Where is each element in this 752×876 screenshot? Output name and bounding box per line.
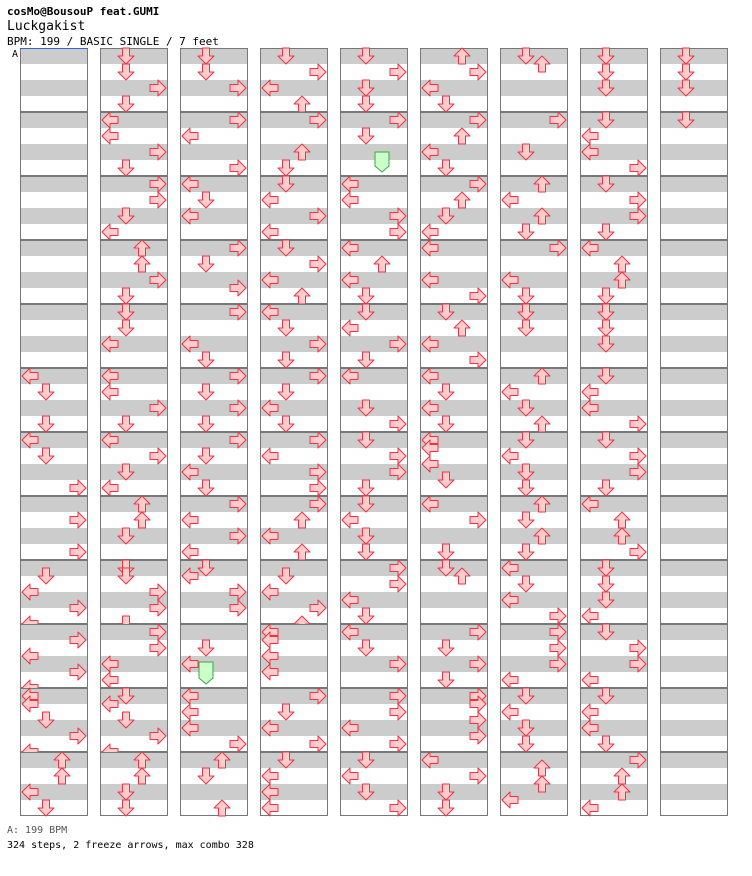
beat-stripe	[340, 144, 408, 160]
beat-stripe	[180, 144, 248, 160]
beat-stripe	[180, 224, 248, 240]
beat-stripe	[660, 768, 728, 784]
beat-stripe	[660, 128, 728, 144]
beat-stripe	[20, 64, 88, 80]
beat-stripe	[500, 752, 568, 768]
beat-stripe	[20, 96, 88, 112]
beat-stripe	[660, 176, 728, 192]
beat-stripe	[660, 656, 728, 672]
beat-stripe	[660, 320, 728, 336]
beat-stripe	[420, 528, 488, 544]
beat-stripe	[260, 560, 328, 576]
beat-stripe	[20, 352, 88, 368]
artist-name: cosMo@BousouP feat.GUMI	[7, 5, 160, 18]
beat-stripe	[660, 224, 728, 240]
beat-stripe	[20, 272, 88, 288]
beat-stripe	[660, 688, 728, 704]
beat-stripe	[180, 320, 248, 336]
beat-stripe	[20, 464, 88, 480]
beat-stripe	[660, 496, 728, 512]
beat-stripe	[660, 576, 728, 592]
beat-stripe	[260, 128, 328, 144]
beat-stripe	[660, 336, 728, 352]
chart-info: BPM: 199 / BASIC SINGLE / 7 feet	[7, 35, 219, 48]
beat-stripe	[20, 496, 88, 512]
beat-stripe	[660, 384, 728, 400]
beat-stripe	[660, 208, 728, 224]
beat-stripe	[660, 560, 728, 576]
beat-stripe	[660, 592, 728, 608]
song-title: Luckgakist	[7, 19, 86, 34]
beat-stripe	[660, 192, 728, 208]
beat-stripe	[420, 576, 488, 592]
beat-stripe	[20, 128, 88, 144]
beat-stripe	[20, 160, 88, 176]
beat-stripe	[100, 544, 168, 560]
beat-stripe	[660, 240, 728, 256]
beat-stripe	[660, 304, 728, 320]
chart-column	[580, 48, 648, 816]
beat-stripe	[500, 336, 568, 352]
beat-stripe	[100, 352, 168, 368]
beat-stripe	[660, 736, 728, 752]
beat-stripe	[20, 528, 88, 544]
beat-stripe	[500, 352, 568, 368]
chart-column	[100, 48, 168, 816]
beat-stripe	[20, 240, 88, 256]
beat-stripe	[660, 800, 728, 816]
beat-stripe	[660, 672, 728, 688]
chart-column	[500, 48, 568, 816]
beat-stripe	[660, 400, 728, 416]
beat-stripe	[660, 288, 728, 304]
beat-stripe	[660, 256, 728, 272]
chart-column	[20, 48, 88, 816]
beat-stripe	[20, 256, 88, 272]
beat-stripe	[20, 320, 88, 336]
beat-stripe	[660, 144, 728, 160]
beat-stripe	[20, 336, 88, 352]
beat-stripe	[660, 752, 728, 768]
beat-stripe	[420, 608, 488, 624]
beat-stripe	[660, 416, 728, 432]
beat-stripe	[420, 256, 488, 272]
beat-stripe	[500, 768, 568, 784]
beat-stripe	[340, 672, 408, 688]
beat-stripe	[20, 224, 88, 240]
beat-stripe	[660, 624, 728, 640]
beat-stripe	[340, 384, 408, 400]
bpm-marker: A	[12, 49, 19, 60]
beat-stripe	[660, 528, 728, 544]
beat-stripe	[20, 48, 88, 64]
beat-stripe	[20, 144, 88, 160]
beat-stripe	[500, 96, 568, 112]
bpm-legend: A: 199 BPM	[7, 825, 68, 836]
beat-stripe	[500, 128, 568, 144]
beat-stripe	[660, 352, 728, 368]
beat-stripe	[660, 432, 728, 448]
beat-stripe	[20, 208, 88, 224]
beat-stripe	[580, 96, 648, 112]
beat-stripe	[580, 352, 648, 368]
beat-stripe	[180, 96, 248, 112]
beat-stripe	[420, 480, 488, 496]
beat-stripe	[500, 80, 568, 96]
beat-stripe	[20, 560, 88, 576]
chart-column	[260, 48, 328, 816]
beat-stripe	[20, 400, 88, 416]
beat-stripe	[660, 512, 728, 528]
beat-stripe	[660, 544, 728, 560]
beat-stripe	[660, 272, 728, 288]
beat-stripe	[20, 176, 88, 192]
beat-stripe	[660, 160, 728, 176]
beat-stripe	[660, 608, 728, 624]
beat-stripe	[660, 640, 728, 656]
beat-stripe	[420, 592, 488, 608]
beat-stripe	[20, 112, 88, 128]
beat-stripe	[660, 480, 728, 496]
beat-stripe	[660, 720, 728, 736]
beat-stripe	[20, 288, 88, 304]
beat-stripe	[500, 256, 568, 272]
beat-stripe	[660, 704, 728, 720]
beat-stripe	[660, 96, 728, 112]
beat-stripe	[500, 64, 568, 80]
beat-stripe	[660, 464, 728, 480]
beat-stripe	[20, 192, 88, 208]
chart-column	[660, 48, 728, 816]
beat-stripe	[660, 448, 728, 464]
chart-column	[180, 48, 248, 816]
chart-column	[420, 48, 488, 816]
beat-stripe	[20, 80, 88, 96]
beat-stripe	[660, 784, 728, 800]
beat-stripe	[180, 672, 248, 688]
beat-stripe	[500, 160, 568, 176]
beat-stripe	[180, 624, 248, 640]
chart-column	[340, 48, 408, 816]
chart-summary: 324 steps, 2 freeze arrows, max combo 328	[7, 840, 254, 851]
beat-stripe	[660, 368, 728, 384]
beat-stripe	[340, 160, 408, 176]
beat-stripe	[20, 304, 88, 320]
beat-stripe	[180, 784, 248, 800]
